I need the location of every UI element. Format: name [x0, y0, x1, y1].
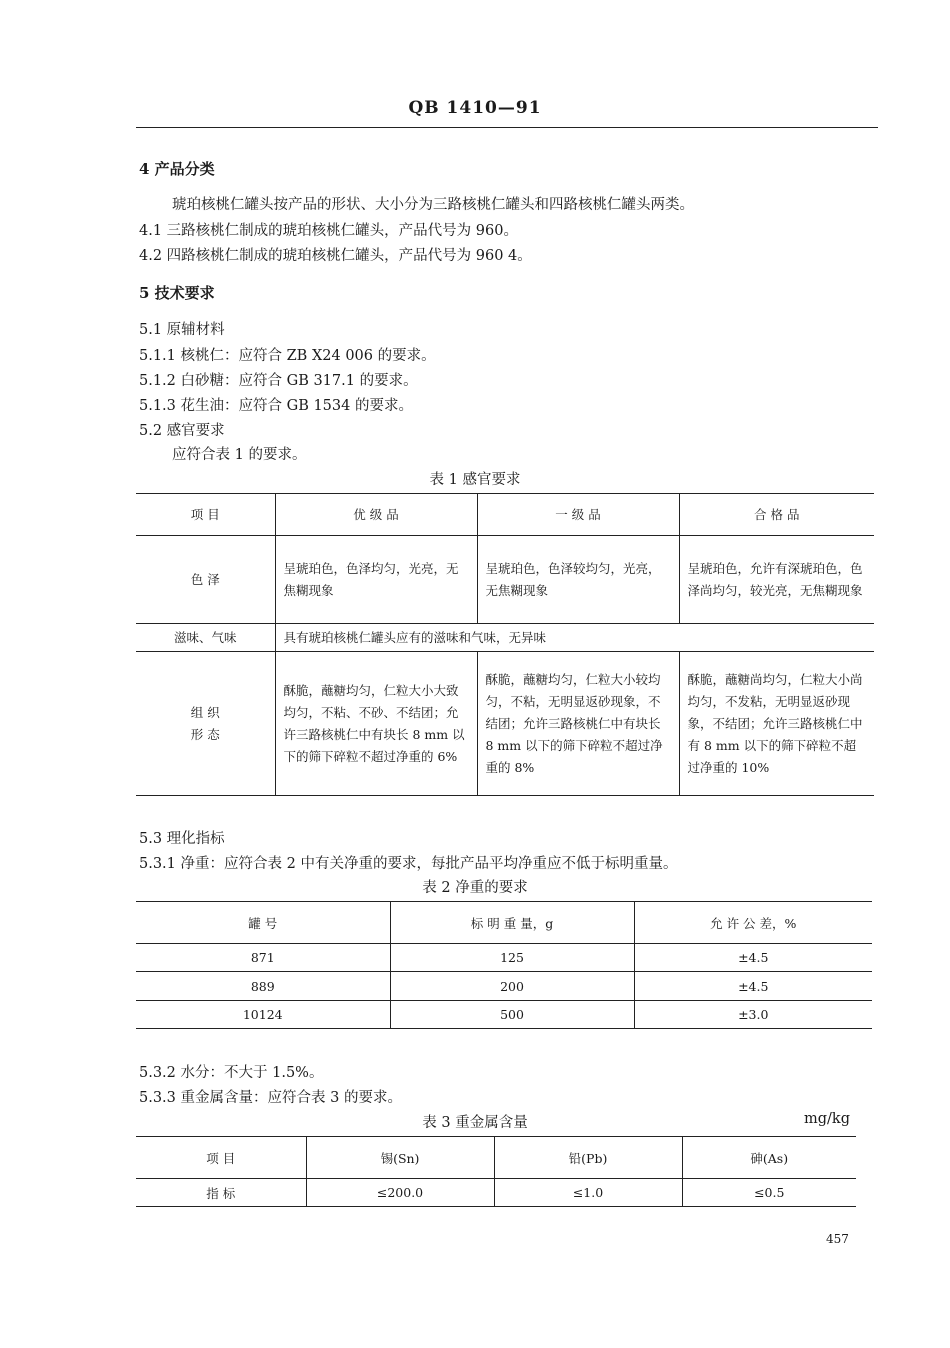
table-2-cell: 889	[136, 972, 390, 1001]
table-1-sensory	[136, 493, 874, 796]
section-4-2: 4.2 四路核桃仁制成的琥珀核桃仁罐头，产品代号为 960 4。	[139, 248, 532, 264]
table-1-texture-label	[136, 652, 275, 796]
table-row	[136, 944, 872, 972]
section-5-1-2: 5.1.2 白砂糖：应符合 GB 317.1 的要求。	[139, 373, 418, 389]
table-row	[136, 652, 874, 796]
table-row	[136, 624, 874, 652]
section-5-1-1: 5.1.1 核桃仁：应符合 ZB X24 006 的要求。	[139, 348, 436, 364]
table-2-cell: ±3.0	[634, 1001, 872, 1029]
table-1-header-first: 一 级 品	[477, 494, 679, 536]
table-2-net-weight	[136, 901, 872, 1029]
document-header-code: QB 1410—91	[408, 98, 542, 118]
table-3-heavy-metals	[136, 1136, 856, 1207]
section-5-2-text: 应符合表 1 的要求。	[172, 447, 307, 463]
table-2-caption: 表 2 净重的要求	[422, 880, 528, 896]
table-1-texture-excellent: 酥脆，蘸糖均匀，仁粒大小大致均匀，不粘、不砂、不结团；允许三路核桃仁中有块长 8 mm 以下的筛下碎粒不超过净重的 6%	[275, 652, 477, 796]
table-3-cell: ≤1.0	[494, 1179, 682, 1207]
table-1-color-label: 色 泽	[136, 536, 275, 624]
table-2-cell: 125	[390, 944, 634, 972]
section-4-intro: 琥珀核桃仁罐头按产品的形状、大小分为三路核桃仁罐头和四路核桃仁罐头两类。	[172, 197, 694, 213]
table-3-header-sn: 锡(Sn)	[306, 1137, 494, 1179]
table-1-header-item: 项 目	[136, 494, 275, 536]
table-2-cell: 200	[390, 972, 634, 1001]
section-5-3-3: 5.3.3 重金属含量：应符合表 3 的要求。	[139, 1090, 402, 1106]
table-1-caption: 表 1 感官要求	[429, 472, 521, 488]
section-5-3-2: 5.3.2 水分：不大于 1.5%。	[139, 1065, 324, 1081]
section-4-1: 4.1 三路核桃仁制成的琥珀核桃仁罐头，产品代号为 960。	[139, 223, 518, 239]
table-2-header-weight: 标 明 重 量，g	[390, 902, 634, 944]
table-1-header-excellent: 优 级 品	[275, 494, 477, 536]
table-3-caption: 表 3 重金属含量	[422, 1115, 528, 1131]
table-1-taste-label: 滋味、气味	[136, 624, 275, 652]
header-rule	[136, 127, 878, 128]
table-2-cell: 500	[390, 1001, 634, 1029]
section-4-title: 4 产品分类	[139, 160, 215, 178]
table-3-unit: mg/kg	[804, 1111, 850, 1127]
table-row	[136, 536, 874, 624]
table-2-header-row	[136, 902, 872, 944]
section-5-3: 5.3 理化指标	[139, 831, 225, 847]
table-row	[136, 1001, 872, 1029]
section-5-2: 5.2 感官要求	[139, 423, 225, 439]
table-1-texture-first: 酥脆，蘸糖均匀，仁粒大小较均匀，不粘，无明显返砂现象，不结团；允许三路核桃仁中有块长 8 mm 以下的筛下碎粒不超过净重的 8%	[477, 652, 679, 796]
table-1-color-qualified: 呈琥珀色，允许有深琥珀色，色泽尚均匀，较光亮，无焦糊现象	[679, 536, 874, 624]
table-3-header-as: 砷(As)	[682, 1137, 856, 1179]
table-2-header-can: 罐 号	[136, 902, 390, 944]
table-1-color-first: 呈琥珀色，色泽较均匀，光亮，无焦糊现象	[477, 536, 679, 624]
table-row	[136, 972, 872, 1001]
table-1-header-qualified: 合 格 品	[679, 494, 874, 536]
table-3-header-row	[136, 1137, 856, 1179]
table-row	[136, 1179, 856, 1207]
page-number: 457	[826, 1232, 849, 1246]
section-5-title: 5 技术要求	[139, 284, 215, 302]
table-2-cell: ±4.5	[634, 972, 872, 1001]
table-3-cell: ≤200.0	[306, 1179, 494, 1207]
table-1-texture-qualified: 酥脆，蘸糖尚均匀，仁粒大小尚均匀，不发粘，无明显返砂现象，不结团；允许三路核桃仁中有 8 mm 以下的筛下碎粒不超过净重的 10%	[679, 652, 874, 796]
section-5-1-3: 5.1.3 花生油：应符合 GB 1534 的要求。	[139, 398, 413, 414]
table-3-header-item: 项 目	[136, 1137, 306, 1179]
table-3-cell: 指 标	[206, 1185, 236, 1201]
section-5-1: 5.1 原辅材料	[139, 322, 225, 338]
table-3-header-pb: 铅(Pb)	[494, 1137, 682, 1179]
table-2-header-tolerance: 允 许 公 差，%	[634, 902, 872, 944]
table-1-color-excellent: 呈琥珀色，色泽均匀，光亮，无焦糊现象	[275, 536, 477, 624]
table-1-header-row	[136, 494, 874, 536]
table-1-taste-value: 具有琥珀核桃仁罐头应有的滋味和气味，无异味	[275, 624, 874, 652]
table-1-texture-label-line2: 形 态	[190, 726, 220, 742]
table-1-texture-label-line1: 组 织	[190, 704, 220, 720]
section-5-3-1: 5.3.1 净重：应符合表 2 中有关净重的要求，每批产品平均净重应不低于标明重量。	[139, 856, 678, 872]
table-2-cell: ±4.5	[634, 944, 872, 972]
table-2-cell: 10124	[242, 1007, 283, 1022]
table-3-cell: ≤0.5	[682, 1179, 856, 1207]
table-2-cell: 871	[136, 944, 390, 972]
